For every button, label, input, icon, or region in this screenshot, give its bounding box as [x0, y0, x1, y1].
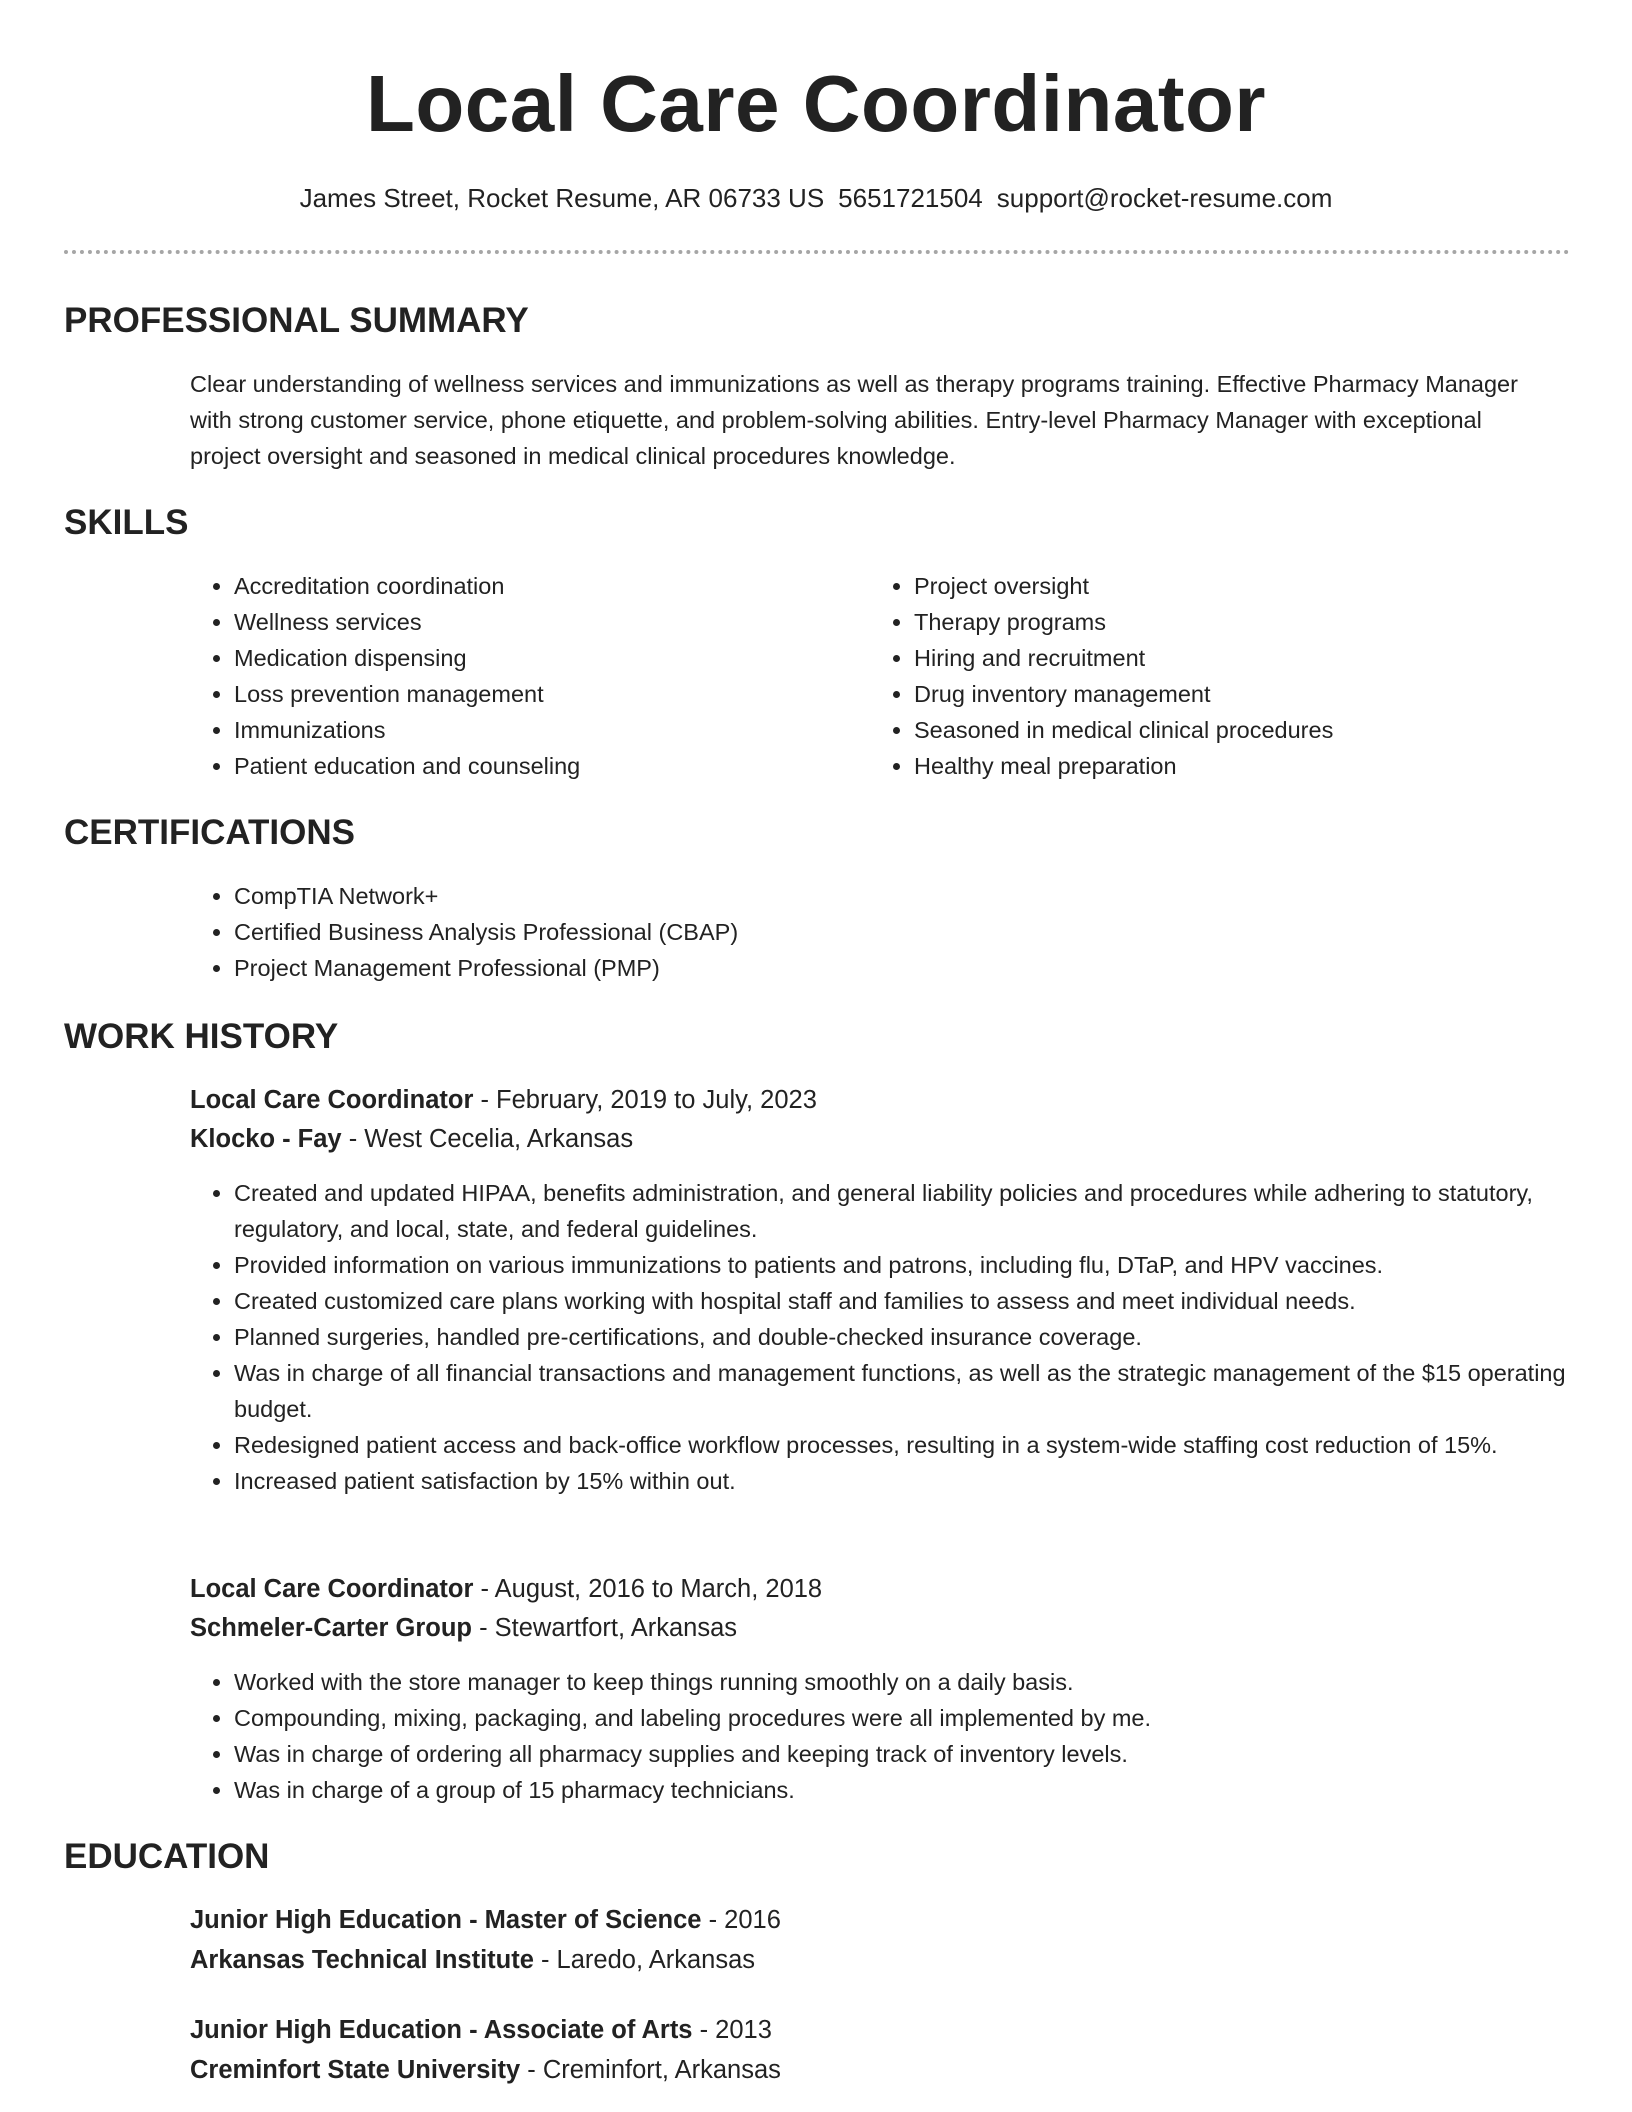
skills-list-left [190, 568, 834, 784]
skill-item: • Healthy meal preparation [914, 748, 1574, 784]
contact-line [0, 181, 1632, 215]
certifications-list [190, 878, 1584, 986]
job-dates: - February, 2019 to July, 2023 [473, 1086, 817, 1114]
contact-phone: 5651721504 [838, 183, 983, 213]
job-bullets [190, 1175, 1584, 1499]
skill-item: • Patient education and counseling [234, 748, 834, 784]
work-history-heading: WORK HISTORY [64, 1017, 339, 1056]
header-divider [64, 250, 1570, 254]
job-dates: - August, 2016 to March, 2018 [473, 1575, 823, 1603]
job-bullet: • Was in charge of ordering all pharmacy supplies and keeping track of inventory levels. [234, 1736, 1584, 1772]
job-bullets [190, 1664, 1584, 1808]
skill-item: • Drug inventory management [914, 676, 1574, 712]
education-school-line [190, 1941, 755, 1979]
skill-item: • Wellness services [234, 604, 834, 640]
skills-heading: SKILLS [64, 503, 189, 542]
skill-item: • Loss prevention management [234, 676, 834, 712]
job-bullet: • Created and updated HIPAA, benefits administration, and general liability policies and procedures while adhering to statutory, regulatory, and local, state, and federal guidelines. [234, 1175, 1584, 1247]
job-role: Local Care Coordinator [190, 1086, 474, 1114]
job-bullet: • Increased patient satisfaction by 15% within out. [234, 1463, 1584, 1499]
education-degree-line [190, 1901, 781, 1939]
job-bullet: • Redesigned patient access and back-office workflow processes, resulting in a system-wide staffing cost reduction of 15%. [234, 1427, 1584, 1463]
job-bullet: • Was in charge of all financial transactions and management functions, as well as the strategic management of the $15 operating budget. [234, 1355, 1584, 1427]
job-bullet: • Provided information on various immunizations to patients and patrons, including flu, DTaP, and HPV vaccines. [234, 1247, 1584, 1283]
skill-item: • Medication dispensing [234, 640, 834, 676]
skill-item: • Accreditation coordination [234, 568, 834, 604]
skill-item: • Seasoned in medical clinical procedures [914, 712, 1574, 748]
education-year: - 2016 [701, 1906, 781, 1934]
job-company: Schmeler-Carter Group [190, 1614, 472, 1642]
certification-item: • Project Management Professional (PMP) [234, 950, 1584, 986]
job-role: Local Care Coordinator [190, 1575, 474, 1603]
job-bullet: • Planned surgeries, handled pre-certifications, and double-checked insurance coverage. [234, 1319, 1584, 1355]
education-location: - Creminfort, Arkansas [520, 2056, 781, 2084]
job-bullet: • Created customized care plans working with hospital staff and families to assess and meet individual needs. [234, 1283, 1584, 1319]
certifications-heading: CERTIFICATIONS [64, 813, 356, 852]
skill-item: • Therapy programs [914, 604, 1574, 640]
job-title-line [190, 1570, 822, 1608]
contact-address: James Street, Rocket Resume, AR 06733 US [299, 183, 825, 213]
skills-list-right [870, 568, 1574, 784]
resume-name: Local Care Coordinator [365, 59, 1267, 148]
education-degree: Junior High Education - Associate of Arts [190, 2016, 693, 2044]
job-company-line [190, 1609, 737, 1647]
job-bullet: • Worked with the store manager to keep things running smoothly on a daily basis. [234, 1664, 1584, 1700]
education-heading: EDUCATION [64, 1837, 270, 1876]
education-degree-line [190, 2011, 772, 2049]
education-school: Arkansas Technical Institute [190, 1946, 534, 1974]
education-school-line [190, 2051, 781, 2089]
education-year: - 2013 [692, 2016, 772, 2044]
job-location: - West Cecelia, Arkansas [341, 1125, 634, 1153]
summary-heading: PROFESSIONAL SUMMARY [64, 301, 529, 340]
education-school: Creminfort State University [190, 2056, 521, 2084]
job-bullet: • Compounding, mixing, packaging, and labeling procedures were all implemented by me. [234, 1700, 1584, 1736]
certification-item: • CompTIA Network+ [234, 878, 1584, 914]
summary-text: Clear understanding of wellness services and immunizations as well as therapy programs training. Effective Pharmacy Manager with strong customer service, phone etiquette, and problem-solving abilities. Entry-level Pharmacy Manager with exceptional project oversight and seasoned in medical clinical procedures knowledge. [190, 371, 1518, 469]
job-bullet: • Was in charge of a group of 15 pharmacy technicians. [234, 1772, 1584, 1808]
education-location: - Laredo, Arkansas [533, 1946, 756, 1974]
education-degree: Junior High Education - Master of Science [190, 1906, 702, 1934]
skill-item: • Immunizations [234, 712, 834, 748]
skill-item: • Hiring and recruitment [914, 640, 1574, 676]
contact-email: support@rocket-resume.com [996, 183, 1333, 213]
job-title-line [190, 1081, 817, 1119]
job-location: - Stewartfort, Arkansas [472, 1614, 738, 1642]
job-company-line [190, 1120, 633, 1158]
certification-item: • Certified Business Analysis Professional (CBAP) [234, 914, 1584, 950]
skill-item: • Project oversight [914, 568, 1574, 604]
job-company: Klocko - Fay [190, 1125, 342, 1153]
